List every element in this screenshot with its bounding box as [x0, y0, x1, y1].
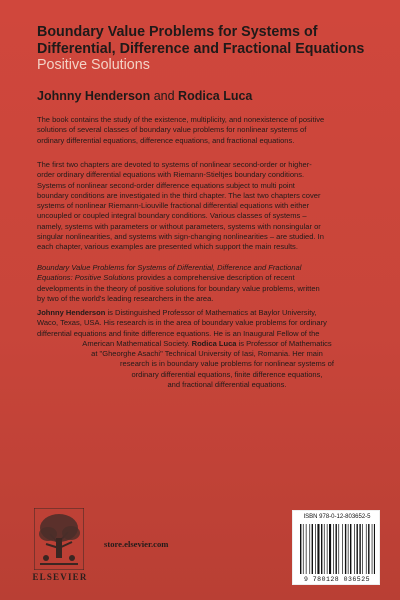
barcode-bar — [357, 524, 358, 574]
barcode-bar — [350, 524, 351, 574]
barcode-bar — [306, 524, 307, 574]
barcode-bar — [354, 524, 355, 574]
book-title-line-2: Differential, Difference and Fractional Equations — [37, 40, 365, 57]
publisher-name: ELSEVIER — [32, 572, 88, 582]
text-line: Systems of nonlinear second-order difference equations subject to multi point — [37, 180, 295, 190]
barcode-number: 9 780128 036525 — [303, 576, 370, 583]
text-fragment: is Professor of Mathematics — [236, 338, 332, 348]
author-1: Johnny Henderson — [37, 89, 151, 103]
text-line: systems of nonlinear Riemann-Liouville fractional differential equations with either — [37, 201, 310, 211]
text-line: research is in boundary value problems for nonlinear systems of — [120, 359, 334, 369]
text-line: at "Gheorghe Asachi" Technical University of Iasi, Romania. Her main — [91, 349, 323, 359]
text-line: solutions of several classes of boundary value problems for nonlinear systems of — [37, 125, 307, 135]
elsevier-tree-logo-icon — [34, 508, 84, 570]
author-2-bio-name: Rodica Luca — [191, 338, 237, 348]
text-line: each chapter, various examples are presented which support the main results. — [37, 242, 298, 252]
text-line: differential equations and finite difference equations. He is an Inaugural Fellow of the — [37, 328, 320, 338]
barcode-bar — [317, 524, 319, 574]
barcode-bar — [303, 524, 304, 574]
book-title-italic: Boundary Value Problems for Systems of Differential, Difference and Fractional — [37, 263, 302, 272]
authors — [37, 89, 252, 103]
text-line: uncoupled or coupled integral boundary conditions. Various classes of systems – — [37, 211, 307, 221]
text-line — [37, 308, 377, 318]
barcode-box — [292, 510, 380, 585]
description-paragraph-2 — [37, 160, 377, 253]
text-line — [37, 339, 377, 349]
barcode-bar — [336, 524, 337, 574]
text-line: developments in the theory of positive solutions for boundary value problems, written — [37, 283, 320, 293]
barcode-bar — [345, 524, 346, 574]
text-line — [37, 273, 377, 283]
barcode-bar — [329, 524, 331, 574]
barcode-bar — [368, 524, 369, 574]
text-line: namely, systems with parameters or without parameters, systems with nonsingular or — [37, 221, 321, 231]
barcode-bar — [312, 524, 313, 574]
text-line: Waco, Texas, USA. His research is in the area of boundary value problems for ordinary — [37, 318, 327, 328]
isbn: ISBN 978-0-12-803652-5 — [303, 514, 371, 520]
barcode-bar — [359, 524, 360, 574]
barcode-bar — [321, 524, 322, 574]
description-paragraph-1 — [37, 115, 377, 146]
text-fragment: is Distinguished Professor of Mathematics at Baylor University, — [105, 308, 317, 317]
author-1-bio-name: Johnny Henderson — [37, 308, 106, 317]
text-fragment: American Mathematical Society. — [82, 338, 192, 348]
author-connector: and — [153, 89, 175, 103]
author-bios — [37, 308, 377, 390]
book-title-italic: Equations: Positive Solutions — [37, 273, 135, 283]
text-line: singular nonlinearities, and systems with sign-changing nonlinearities – are studied. In — [37, 232, 324, 242]
barcode-bar — [366, 524, 367, 574]
barcode-bar — [348, 524, 349, 574]
text-line: ordinary differential equations, difference equations, and fractional equations. — [37, 135, 295, 145]
barcode-bar — [342, 524, 343, 574]
barcode-bar — [338, 524, 339, 574]
text-line: ordinary differential equations, finite difference equations, — [131, 369, 323, 379]
barcode-bar — [315, 524, 316, 574]
text-line: The first two chapters are devoted to systems of nonlinear second-order or higher- — [37, 160, 312, 169]
barcode-bar — [300, 524, 301, 574]
text-line: boundary conditions are investigated in the third chapter. The last two chapters cover — [37, 190, 321, 200]
barcode-bar — [372, 524, 373, 574]
barcode-bar — [374, 524, 375, 574]
barcode-bar — [309, 524, 310, 574]
description-paragraph-3 — [37, 263, 377, 304]
author-2: Rodica Luca — [178, 89, 253, 103]
barcode-icon — [299, 524, 375, 574]
text-line: by two of the world's leading researchers in the area. — [37, 293, 214, 303]
book-subtitle: Positive Solutions — [37, 57, 150, 73]
barcode-bar — [362, 524, 363, 574]
title-block — [37, 24, 387, 74]
text-line: and fractional differential equations. — [167, 380, 287, 390]
text-line: The book contains the study of the existence, multiplicity, and nonexistence of positive — [37, 115, 325, 124]
store-url[interactable]: store.elsevier.com — [104, 539, 169, 549]
barcode-bar — [324, 524, 325, 574]
barcode-bar — [333, 524, 334, 574]
text-line: order ordinary differential equations with Riemann-Stieltjes boundary conditions. — [37, 170, 305, 180]
barcode-bar — [327, 524, 328, 574]
book-title-line-1: Boundary Value Problems for Systems of — [37, 24, 318, 40]
text-fragment: provides a comprehensive description of recent — [134, 273, 295, 283]
